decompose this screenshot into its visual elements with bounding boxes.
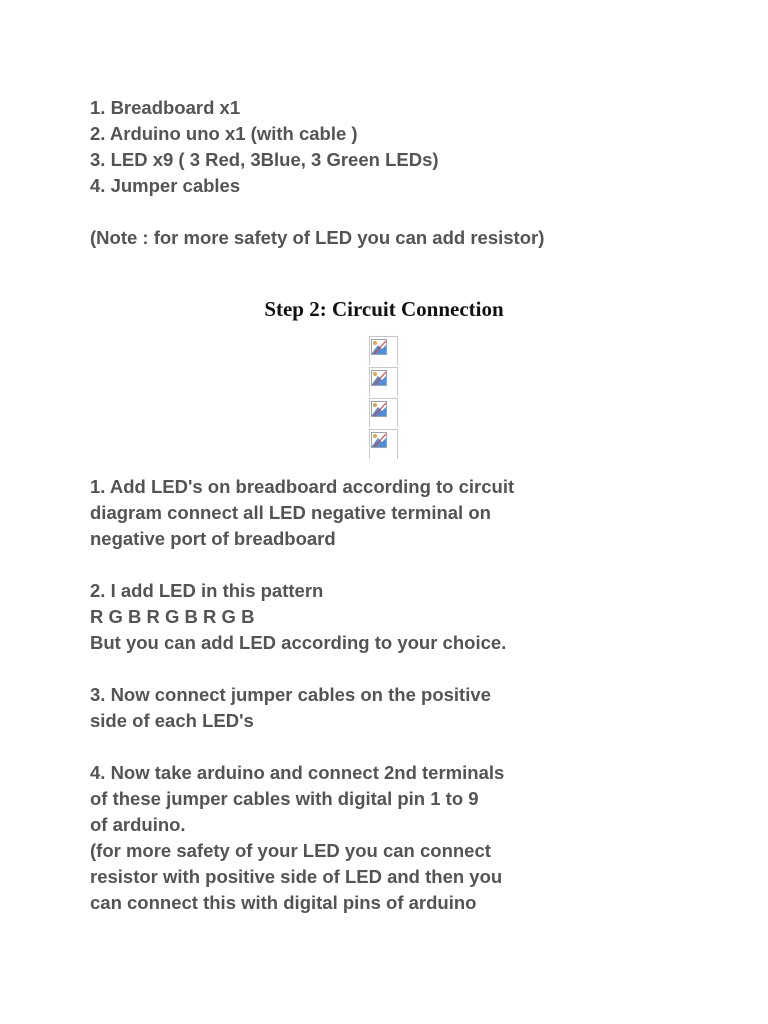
broken-image-icon	[369, 429, 398, 459]
safety-note	[90, 225, 710, 251]
instruction-line: (for more safety of your LED you can connect	[90, 840, 491, 861]
spacer	[90, 552, 710, 578]
broken-image-icon	[369, 336, 398, 365]
instruction-line: 2. I add LED in this pattern	[90, 580, 324, 601]
instruction-line: 3. Now connect jumper cables on the positive	[90, 684, 491, 705]
list-item: 1. Breadboard x1	[90, 97, 241, 118]
instruction-line: But you can add LED according to your choice.	[90, 632, 507, 653]
broken-image-icon	[369, 367, 398, 396]
spacer	[90, 656, 710, 682]
list-item: 2. Arduino uno x1 (with cable )	[90, 123, 358, 144]
materials-list	[90, 95, 710, 199]
instruction-line: of arduino.	[90, 814, 186, 835]
list-item: 3. LED x9 ( 3 Red, 3Blue, 3 Green LEDs)	[90, 149, 439, 170]
note-text: (Note : for more safety of LED you can add resistor)	[90, 227, 545, 248]
instruction-line: diagram connect all LED negative terminal on	[90, 502, 491, 523]
spacer	[90, 734, 710, 760]
instruction-line: of these jumper cables with digital pin 1 to 9	[90, 788, 479, 809]
instruction-line: R G B R G B R G B	[90, 606, 255, 627]
circuit-image-stack	[369, 336, 399, 459]
instruction-line: 1. Add LED's on breadboard according to circuit	[90, 476, 515, 497]
list-item: 4. Jumper cables	[90, 175, 241, 196]
instructions	[90, 474, 710, 916]
instruction-line: negative port of breadboard	[90, 528, 336, 549]
instruction-line: 4. Now take arduino and connect 2nd terminals	[90, 762, 505, 783]
broken-image-icon	[369, 398, 398, 427]
instruction-line: resistor with positive side of LED and then you	[90, 866, 503, 887]
section-heading: Step 2: Circuit Connection	[264, 297, 504, 321]
instruction-line: can connect this with digital pins of arduino	[90, 892, 477, 913]
instruction-line: side of each LED's	[90, 710, 254, 731]
